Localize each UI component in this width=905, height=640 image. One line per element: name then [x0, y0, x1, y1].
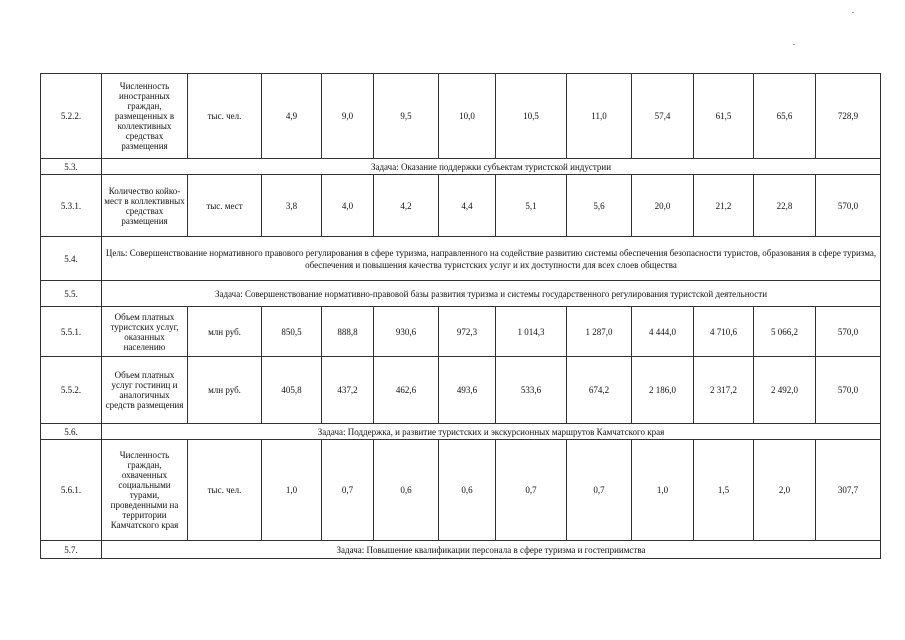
row-number: 5.5.2. [41, 357, 102, 424]
value-cell: 307,7 [816, 440, 881, 541]
value-cell: 4 710,6 [694, 307, 754, 357]
value-cell: 1 287,0 [567, 307, 632, 357]
value-cell: 0,7 [322, 440, 374, 541]
value-cell: 437,2 [322, 357, 374, 424]
indicator-name: Численность иностранных граждан, размещенных в коллективных средствах размещения [102, 74, 188, 159]
indicator-name: Объем платных туристских услуг, оказанных населению [102, 307, 188, 357]
row-number: 5.6. [41, 424, 102, 440]
value-cell: 61,5 [694, 74, 754, 159]
table-row [41, 74, 881, 159]
value-cell: 0,7 [496, 440, 567, 541]
unit-of-measure: тыс. чел. [188, 440, 262, 541]
task-text: Задача: Оказание поддержки субъектам туристской индустрии [102, 159, 881, 175]
unit-of-measure: млн руб. [188, 357, 262, 424]
value-cell: 5 066,2 [754, 307, 816, 357]
value-cell: 3,8 [262, 175, 322, 237]
indicator-name: Численность граждан, охваченных социальными турами, проведенными на территории Камчатского края [102, 440, 188, 541]
value-cell: 57,4 [632, 74, 694, 159]
task-row [41, 281, 881, 307]
value-cell: 20,0 [632, 175, 694, 237]
value-cell: 850,5 [262, 307, 322, 357]
row-number: 5.4. [41, 237, 102, 281]
task-text: Задача: Совершенствование нормативно-правовой базы развития туризма и системы государственного регулирования туристской деятельности [102, 281, 881, 307]
row-number: 5.5.1. [41, 307, 102, 357]
row-number: 5.2.2. [41, 74, 102, 159]
table-row [41, 175, 881, 237]
value-cell: 0,7 [567, 440, 632, 541]
value-cell: 9,0 [322, 74, 374, 159]
value-cell: 405,8 [262, 357, 322, 424]
value-cell: 21,2 [694, 175, 754, 237]
value-cell: 2 186,0 [632, 357, 694, 424]
value-cell: 462,6 [374, 357, 439, 424]
value-cell: 533,6 [496, 357, 567, 424]
task-row [41, 541, 881, 559]
task-row [41, 159, 881, 175]
unit-of-measure: млн руб. [188, 307, 262, 357]
row-number: 5.7. [41, 541, 102, 559]
row-number: 5.6.1. [41, 440, 102, 541]
scan-speck [852, 12, 854, 13]
value-cell: 11,0 [567, 74, 632, 159]
value-cell: 1,5 [694, 440, 754, 541]
indicators-table [40, 73, 881, 559]
document-page [40, 73, 881, 559]
value-cell: 930,6 [374, 307, 439, 357]
value-cell: 888,8 [322, 307, 374, 357]
unit-of-measure: тыс. чел. [188, 74, 262, 159]
value-cell: 4,4 [439, 175, 496, 237]
table-row [41, 357, 881, 424]
value-cell: 10,0 [439, 74, 496, 159]
value-cell: 65,6 [754, 74, 816, 159]
value-cell: 4,0 [322, 175, 374, 237]
value-cell: 0,6 [439, 440, 496, 541]
value-cell: 22,8 [754, 175, 816, 237]
value-cell: 570,0 [816, 357, 881, 424]
indicator-name: Количество койко-мест в коллективных средствах размещения [102, 175, 188, 237]
row-number: 5.3. [41, 159, 102, 175]
table-row [41, 440, 881, 541]
value-cell: 728,9 [816, 74, 881, 159]
table-row [41, 307, 881, 357]
value-cell: 972,3 [439, 307, 496, 357]
value-cell: 1 014,3 [496, 307, 567, 357]
task-row [41, 424, 881, 440]
indicator-name: Объем платных услуг гостиниц и аналогичных средств размещения [102, 357, 188, 424]
value-cell: 493,6 [439, 357, 496, 424]
value-cell: 674,2 [567, 357, 632, 424]
value-cell: 4,2 [374, 175, 439, 237]
value-cell: 9,5 [374, 74, 439, 159]
value-cell: 4 444,0 [632, 307, 694, 357]
goal-row [41, 237, 881, 281]
goal-text: Цель: Совершенствование нормативного правового регулирования в сфере туризма, направленного на содействие развитию системы обеспечения безопасности туристов, образования в сфере туризма, обеспечения и повышения качества туристских услуг и их доступности для всех слоев общества [102, 237, 881, 281]
task-text: Задача: Поддержка, и развитие туристских и экскурсионных маршрутов Камчатского края [102, 424, 881, 440]
value-cell: 2 492,0 [754, 357, 816, 424]
row-number: 5.3.1. [41, 175, 102, 237]
value-cell: 2,0 [754, 440, 816, 541]
value-cell: 2 317,2 [694, 357, 754, 424]
task-text: Задача: Повышение квалификации персонала в сфере туризма и гостеприимства [102, 541, 881, 559]
value-cell: 4,9 [262, 74, 322, 159]
value-cell: 5,1 [496, 175, 567, 237]
value-cell: 1,0 [632, 440, 694, 541]
row-number: 5.5. [41, 281, 102, 307]
unit-of-measure: тыс. мест [188, 175, 262, 237]
value-cell: 0,6 [374, 440, 439, 541]
value-cell: 570,0 [816, 175, 881, 237]
scan-speck [793, 44, 795, 45]
value-cell: 10,5 [496, 74, 567, 159]
value-cell: 1,0 [262, 440, 322, 541]
value-cell: 5,6 [567, 175, 632, 237]
value-cell: 570,0 [816, 307, 881, 357]
